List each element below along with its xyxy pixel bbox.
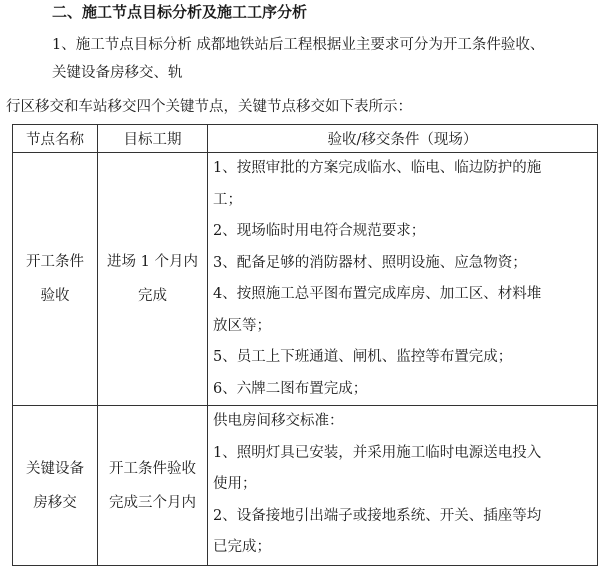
header-node-name: 节点名称 (13, 125, 98, 153)
target-period-cell (98, 406, 208, 566)
period-line: 完成三个月内 (109, 494, 196, 511)
node-name-line: 开工条件 (26, 254, 84, 270)
node-name-cell (13, 406, 98, 566)
condition-line: 已完成； (213, 539, 271, 555)
header-target-period: 目标工期 (98, 125, 208, 153)
condition-line: 6、六牌二图布置完成； (213, 380, 368, 397)
table-header-row (13, 125, 598, 153)
conditions-cell (208, 406, 598, 566)
target-period-cell (98, 153, 208, 406)
table-row (13, 406, 598, 566)
conditions-cell (208, 153, 598, 406)
condition-line: 工； (213, 191, 242, 208)
condition-line: 1、按照审批的方案完成临水、临电、临边防护的施 (213, 160, 542, 176)
header-acceptance-conditions: 验收/移交条件（现场） (208, 125, 598, 153)
condition-line: 使用； (213, 476, 257, 492)
period-line: 开工条件验收 (109, 460, 196, 477)
node-name-line: 房移交 (33, 494, 77, 511)
intro-line-1: 1、施工节点目标分析 成都地铁站后工程根据业主要求可分为开工条件验收、 (52, 37, 545, 53)
condition-line: 供电房间移交标准： (213, 413, 344, 429)
condition-line: 5、员工上下班通道、闸机、监控等布置完成； (213, 349, 513, 365)
node-name-cell (13, 153, 98, 406)
node-name-line: 验收 (40, 288, 70, 304)
section-heading: 二、施工节点目标分析及施工工序分析 (52, 3, 308, 21)
intro-line-3: 行区移交和车站移交四个关键节点，关键节点移交如下表所示： (6, 99, 412, 115)
condition-line: 4、按照施工总平图布置完成库房、加工区、材料堆 (213, 286, 542, 302)
milestone-table (12, 124, 598, 566)
condition-line: 2、设备接地引出端子或接地系统、开关、插座等均 (213, 507, 542, 524)
table-row (13, 153, 598, 406)
condition-line: 3、配备足够的消防器材、照明设施、应急物资； (213, 254, 527, 271)
period-line: 完成 (138, 288, 167, 304)
node-name-line: 关键设备 (26, 460, 84, 477)
period-line: 进场 1 个月内 (107, 254, 198, 270)
intro-line-2: 关键设备房移交、轨 (52, 65, 183, 81)
condition-line: 放区等； (213, 317, 271, 334)
condition-line: 1、照明灯具已安装，并采用施工临时电源送电投入 (213, 444, 542, 461)
condition-line: 2、现场临时用电符合规范要求； (213, 223, 426, 239)
